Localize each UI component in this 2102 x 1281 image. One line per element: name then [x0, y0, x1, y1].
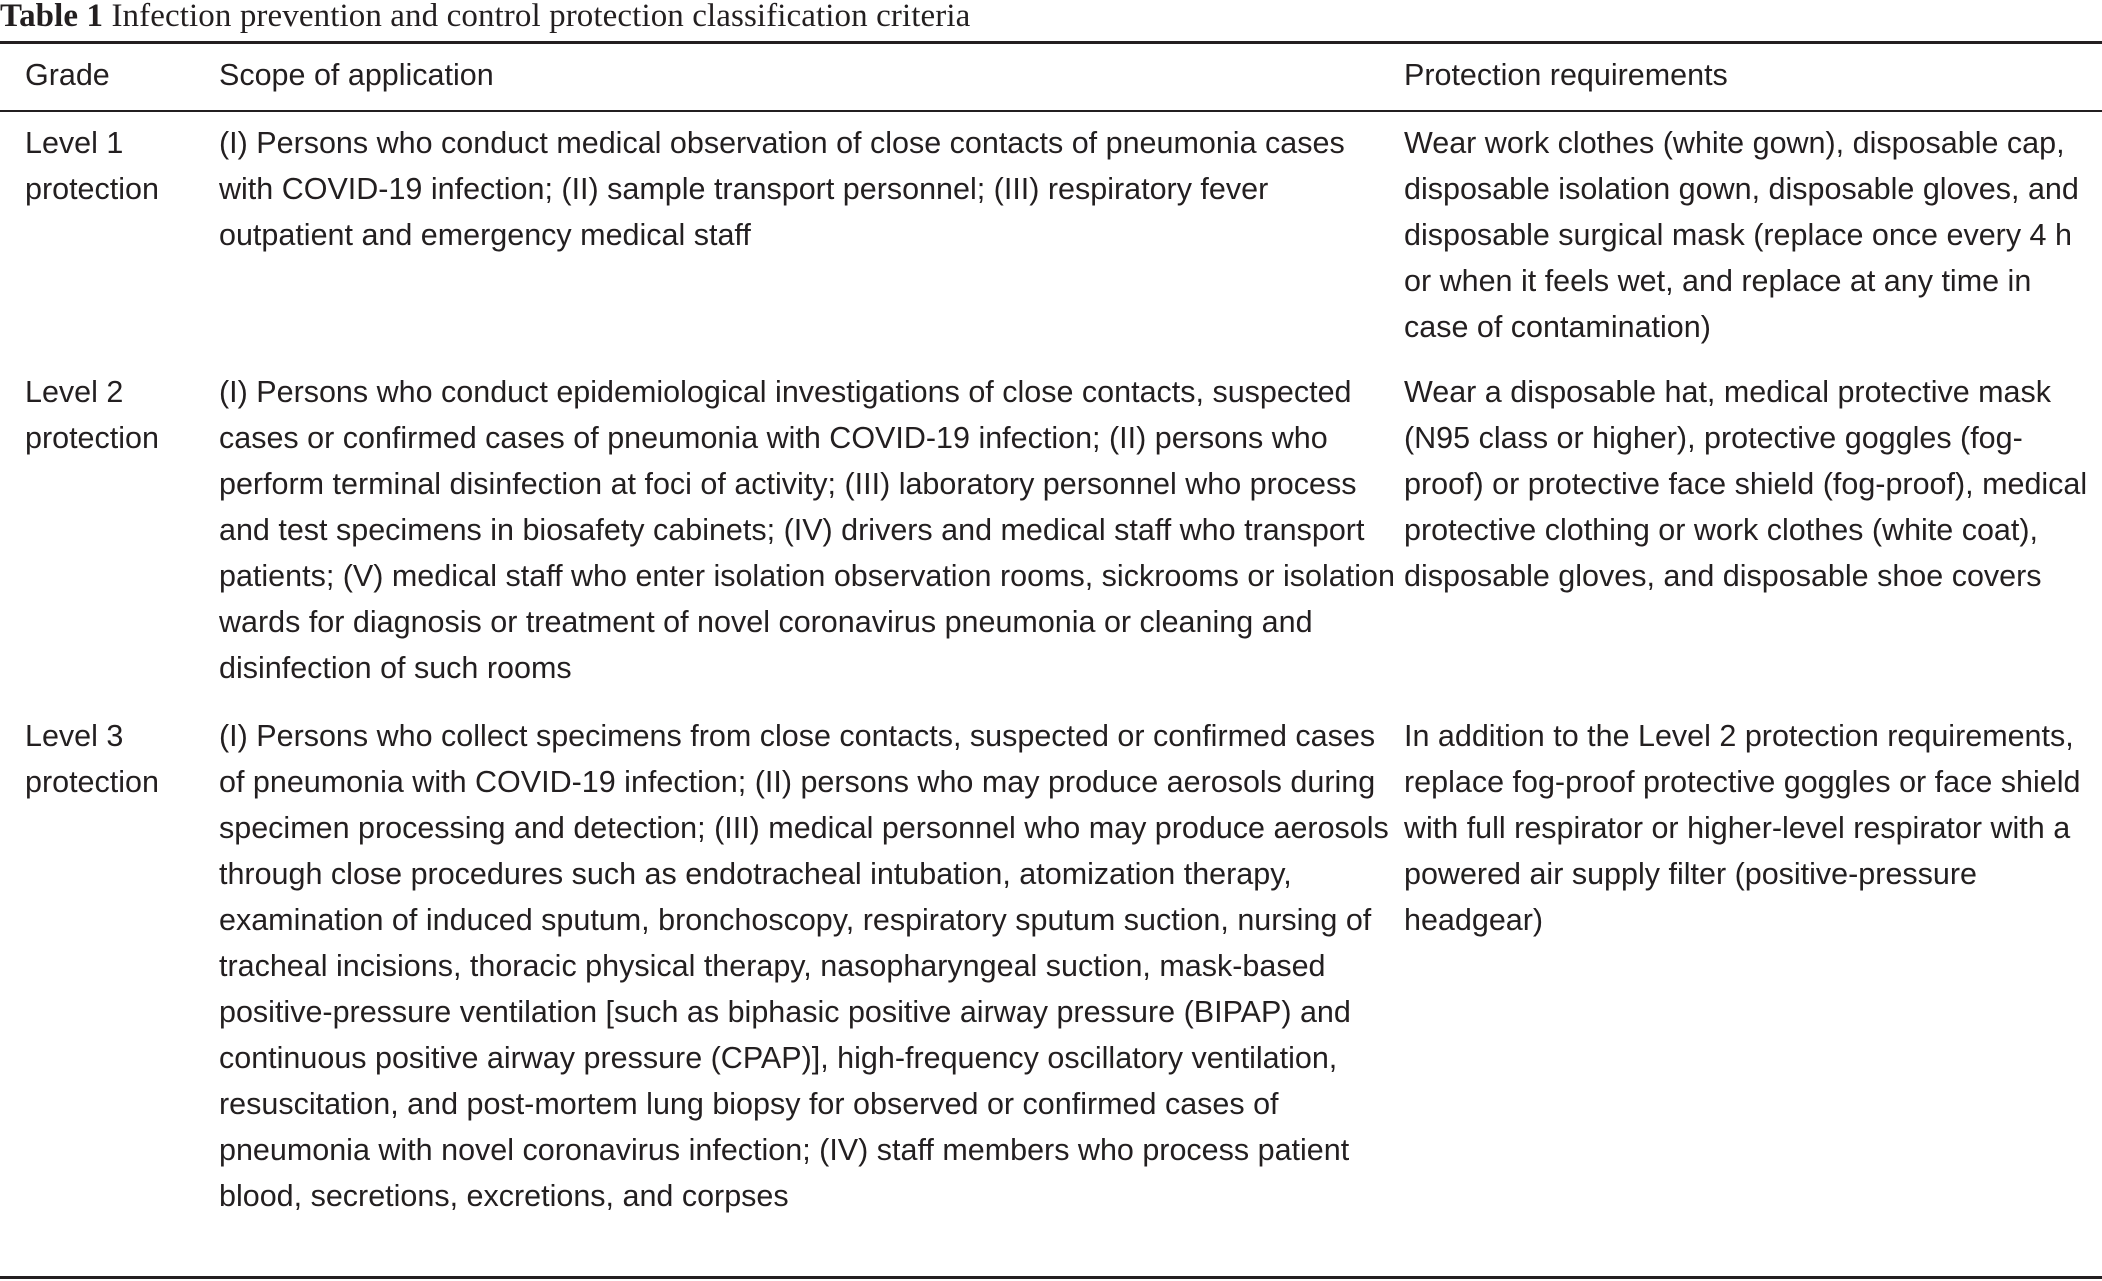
scope-cell — [219, 362, 1404, 703]
column-header-scope: Scope of application — [219, 58, 494, 92]
requirements-cell — [1404, 362, 2102, 703]
grade-text: Level 3 protection — [25, 719, 159, 799]
grade-cell — [0, 362, 219, 703]
table-row — [0, 703, 2102, 1231]
table-caption-label: Table 1 — [0, 0, 104, 34]
grade-cell — [0, 703, 219, 1231]
scope-text: (I) Persons who conduct epidemiological investigations of close contacts, suspected cases or confirmed cases of pneumonia with COVID-19 infection; (II) persons who perform terminal disinfection at foci of activity; (III) laboratory personnel who process and test specimens in biosafety cabinets; (IV) drivers and medical staff who transport patients; (V) medical staff who enter isolation observation rooms, sickrooms or isolation wards for diagnosis or treatment of novel coronavirus pneumonia or cleaning and disinfection of such rooms — [219, 375, 1395, 685]
requirements-text: Wear a disposable hat, medical protective mask (N95 class or higher), protective goggles (fog-proof) or protective face shield (fog-proof), medical protective clothing or work clothes (white coat), disposable gloves, and disposable shoe covers — [1404, 375, 2088, 593]
requirements-cell — [1404, 703, 2102, 1231]
protection-classification-table — [0, 44, 2102, 1231]
scope-text: (I) Persons who conduct medical observation of close contacts of pneumonia cases with COVID-19 infection; (II) sample transport personnel; (III) respiratory fever outpatient and emergency medical staff — [219, 126, 1345, 252]
grade-cell — [0, 110, 219, 362]
table-caption — [0, 0, 970, 36]
column-header-grade: Grade — [25, 58, 110, 92]
grade-text: Level 1 protection — [25, 126, 159, 206]
requirements-text: Wear work clothes (white gown), disposable cap, disposable isolation gown, disposable gloves, and disposable surgical mask (replace once every 4 h or when it feels wet, and replace at any time in case of contamination) — [1404, 126, 2079, 344]
table-row — [0, 362, 2102, 703]
scope-cell — [219, 110, 1404, 362]
scope-cell — [219, 703, 1404, 1231]
grade-text: Level 2 protection — [25, 375, 159, 455]
table-row — [0, 110, 2102, 362]
table-bottom-rule — [0, 1276, 2102, 1279]
requirements-cell — [1404, 110, 2102, 362]
table-header-row — [0, 44, 2102, 110]
requirements-text: In addition to the Level 2 protection requirements, replace fog-proof protective goggles or face shield with full respirator or higher-level respirator with a powered air supply filter (positive-pressure headgear) — [1404, 719, 2081, 937]
table-caption-title: Infection prevention and control protection classification criteria — [111, 0, 971, 34]
column-header-requirements: Protection requirements — [1404, 58, 1728, 92]
scope-text: (I) Persons who collect specimens from close contacts, suspected or confirmed cases of pneumonia with COVID-19 infection; (II) persons who may produce aerosols during specimen processing and detection; (III) medical personnel who may produce aerosols through close procedures such as endotracheal intubation, atomization therapy, examination of induced sputum, bronchoscopy, respiratory sputum suction, nursing of tracheal incisions, thoracic physical therapy, nasopharyngeal suction, mask-based positive-pressure ventilation [such as biphasic positive airway pressure (BIPAP) and continuous positive airway pressure (CPAP)], high-frequency oscillatory ventilation, resuscitation, and post-mortem lung biopsy for observed or confirmed cases of pneumonia with novel coronavirus infection; (IV) staff members who process patient blood, secretions, excretions, and corpses — [219, 719, 1389, 1213]
